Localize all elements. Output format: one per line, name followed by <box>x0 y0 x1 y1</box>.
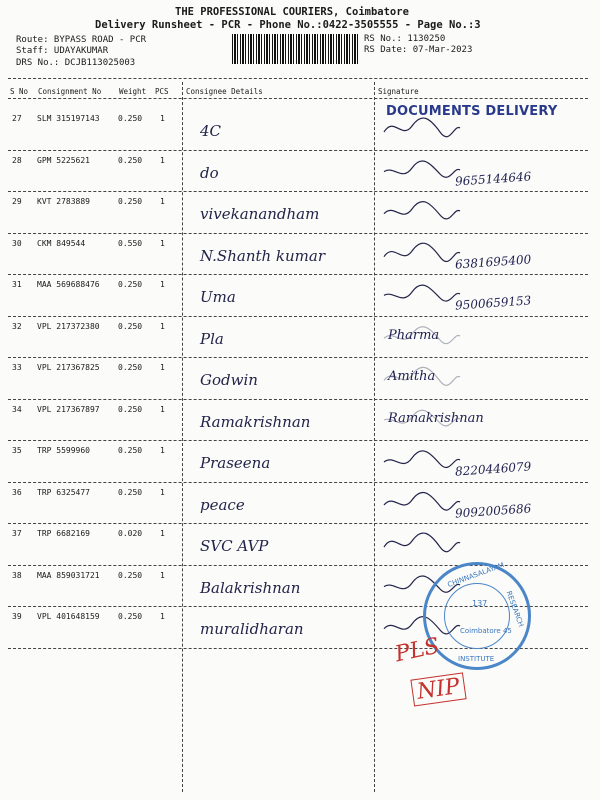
row-pcs: 1 <box>160 321 165 331</box>
row-pcs: 1 <box>160 197 165 206</box>
row-consignment-no: TRP 6682169 <box>37 529 90 538</box>
row-pcs: 1 <box>160 404 165 414</box>
row-sno: 27 <box>12 114 22 123</box>
row-separator <box>8 523 588 524</box>
signature-scribble <box>382 363 462 391</box>
row-consignment-no: VPL 217367897 <box>37 404 100 414</box>
row-consignment-no: GPM 5225621 <box>37 155 90 165</box>
row-weight: 0.250 <box>118 280 143 289</box>
row-consignee-handwritten: Balakrishnan <box>200 578 301 597</box>
nip-mark: NIP <box>410 672 466 706</box>
row-separator <box>8 316 588 317</box>
barcode <box>232 34 358 64</box>
row-phone-handwritten: 9500659153 <box>454 293 532 313</box>
row-separator <box>8 357 588 358</box>
row-consignee-handwritten: 4C <box>200 122 222 140</box>
row-pcs: 1 <box>160 487 165 497</box>
row-pcs: 1 <box>160 570 165 580</box>
col-consignment: Consignment No <box>38 87 102 96</box>
rs-date: RS Date: 07-Mar-2023 <box>364 45 473 55</box>
row-pcs: 1 <box>160 114 165 123</box>
row-weight: 0.250 <box>118 197 143 206</box>
row-pcs: 1 <box>160 446 165 455</box>
row-separator <box>8 191 588 192</box>
row-weight: 0.550 <box>118 238 143 248</box>
signature-scribble <box>382 405 462 433</box>
row-separator <box>8 150 588 151</box>
documents-delivery-stamp: DOCUMENTS DELIVERY <box>386 104 558 119</box>
row-phone-handwritten: 8220446079 <box>454 459 532 479</box>
row-consignee-handwritten: do <box>200 163 219 182</box>
company-name: THE PROFESSIONAL COURIERS, Coimbatore <box>175 6 409 18</box>
row-consignee-handwritten: Ramakrishnan <box>200 412 311 431</box>
row-consignment-no: CKM 849544 <box>37 238 86 248</box>
col-divider-consignee <box>182 82 183 792</box>
row-consignment-no: MAA 859031721 <box>37 570 100 580</box>
header-rule <box>8 98 588 99</box>
row-separator <box>8 274 588 275</box>
row-weight: 0.250 <box>118 446 143 455</box>
row-signature: Amitha <box>388 369 436 384</box>
row-weight: 0.250 <box>118 321 143 331</box>
signature-scribble <box>382 197 462 225</box>
row-sno: 36 <box>12 487 22 497</box>
seal-top-text: CHINNASALAYAM <box>446 561 506 589</box>
col-consignee: Consignee Details <box>186 87 263 96</box>
col-sno: S No <box>10 87 29 96</box>
signature-scribble <box>382 529 462 557</box>
seal-right-text: RESEARCH <box>504 589 525 629</box>
row-sno: 30 <box>12 238 22 248</box>
row-separator <box>8 399 588 400</box>
row-sno: 29 <box>12 197 22 206</box>
row-sno: 28 <box>12 155 22 165</box>
row-sno: 38 <box>12 570 22 580</box>
row-signature: Ramakrishnan <box>388 410 484 426</box>
row-consignment-no: MAA 569688476 <box>37 280 100 289</box>
row-weight: 0.250 <box>118 612 143 621</box>
row-sno: 31 <box>12 280 22 289</box>
row-consignment-no: KVT 2783889 <box>37 197 90 206</box>
route-label: Route: BYPASS ROAD - PCR <box>16 35 147 45</box>
row-pcs: 1 <box>160 363 165 372</box>
row-consignment-no: SLM 315197143 <box>37 114 100 123</box>
row-consignee-handwritten: N.Shanth kumar <box>200 246 326 265</box>
row-consignee-handwritten: Uma <box>200 288 236 306</box>
row-sno: 35 <box>12 446 22 455</box>
row-sno: 39 <box>12 612 22 621</box>
col-signature: Signature <box>378 87 419 96</box>
row-weight: 0.250 <box>118 404 143 414</box>
header-divider <box>8 78 588 79</box>
row-weight: 0.020 <box>118 529 143 538</box>
seal-inner-ring <box>444 583 510 649</box>
row-weight: 0.250 <box>118 487 143 497</box>
signature-scribble <box>382 156 462 184</box>
row-pcs: 1 <box>160 280 165 289</box>
signature-scribble <box>382 239 462 267</box>
signature-scribble <box>382 280 462 308</box>
row-separator <box>8 233 588 234</box>
row-weight: 0.250 <box>118 570 143 580</box>
signature-scribble <box>382 322 462 350</box>
row-consignment-no: VPL 217372380 <box>37 321 100 331</box>
row-consignee-handwritten: peace <box>200 495 245 514</box>
runsheet-title: Delivery Runsheet - PCR - Phone No.:0422-3505555 - Page No.:3 <box>95 19 481 31</box>
row-sno: 32 <box>12 321 22 331</box>
row-pcs: 1 <box>160 238 165 248</box>
rs-number: RS No.: 1130250 <box>364 34 446 44</box>
staff-label: Staff: UDAYAKUMAR <box>16 46 109 56</box>
row-separator <box>8 440 588 441</box>
row-signature: Pharma <box>388 327 440 343</box>
drs-number: DRS No.: DCJB113025003 <box>16 58 136 68</box>
seal-city: Coimbatore 45 <box>460 627 512 635</box>
row-consignment-no: VPL 401648159 <box>37 612 100 621</box>
col-divider-signature <box>374 82 375 792</box>
row-sno: 33 <box>12 363 22 372</box>
row-phone-handwritten: 9092005686 <box>454 500 532 521</box>
row-sno: 37 <box>12 529 22 538</box>
row-consignee-handwritten: Godwin <box>200 371 258 389</box>
row-consignee-handwritten: vivekanandham <box>200 205 320 223</box>
row-weight: 0.250 <box>118 114 143 123</box>
row-pcs: 1 <box>160 612 165 621</box>
row-consignment-no: TRP 6325477 <box>37 487 90 497</box>
row-pcs: 1 <box>160 155 165 165</box>
row-weight: 0.250 <box>118 155 143 165</box>
seal-number: 137 <box>472 599 488 608</box>
signature-scribble <box>382 446 462 474</box>
col-pcs: PCS <box>155 87 169 96</box>
row-separator <box>8 482 588 483</box>
seal-bottom-text: INSTITUTE <box>458 655 495 663</box>
row-consignee-handwritten: muralidharan <box>200 620 304 638</box>
row-consignee-handwritten: Pla <box>200 329 224 348</box>
pls-mark: PLS <box>392 633 442 668</box>
row-weight: 0.250 <box>118 363 143 372</box>
row-consignment-no: VPL 217367825 <box>37 363 100 372</box>
signature-scribble <box>382 488 462 516</box>
row-consignee-handwritten: Praseena <box>200 454 271 472</box>
row-pcs: 1 <box>160 529 165 538</box>
row-phone-handwritten: 9655144646 <box>454 168 532 189</box>
row-consignment-no: TRP 5599960 <box>37 446 90 455</box>
row-consignee-handwritten: SVC AVP <box>200 537 269 555</box>
row-phone-handwritten: 6381695400 <box>454 251 532 272</box>
row-sno: 34 <box>12 404 22 414</box>
col-weight: Weight <box>119 87 147 96</box>
